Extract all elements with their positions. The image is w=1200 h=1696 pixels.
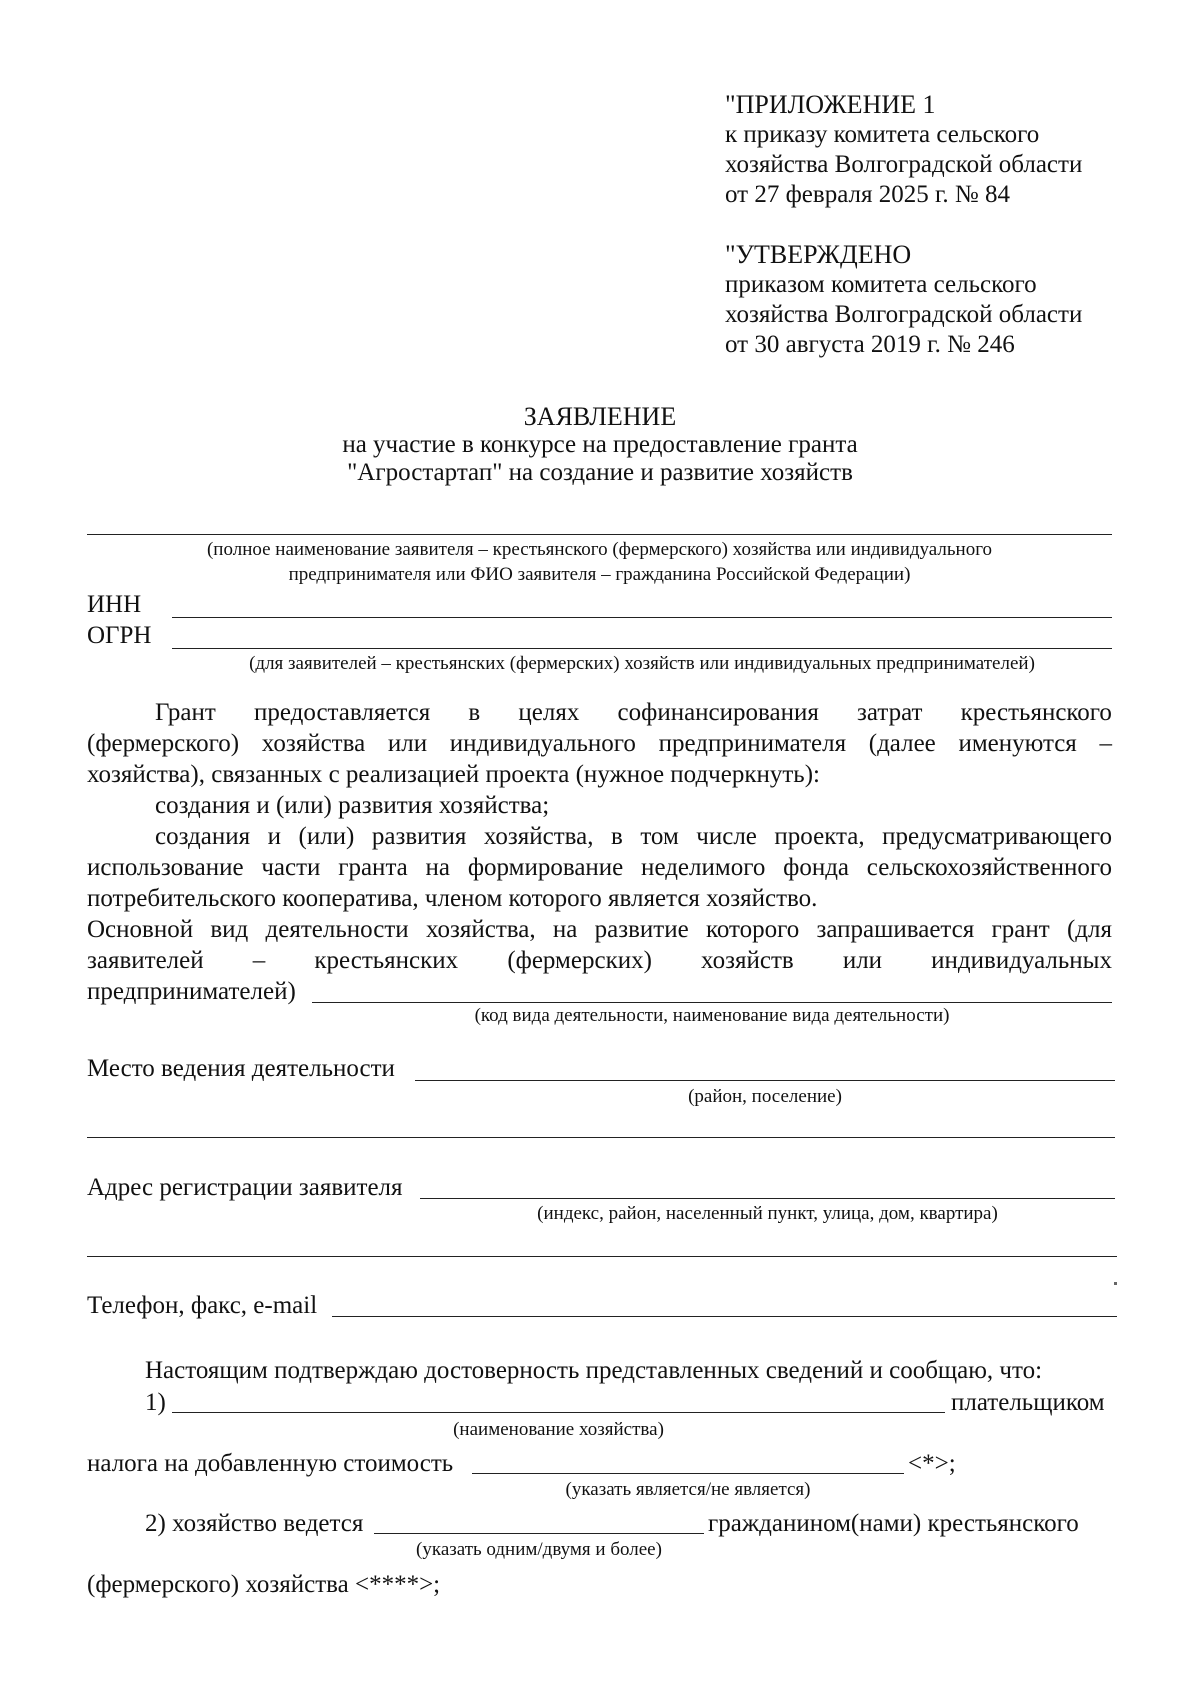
inn-field[interactable]: [172, 617, 1112, 618]
grant-word: целях: [518, 699, 580, 726]
title-sub-2: "Агростартап" на создание и развитие хозяйств: [347, 459, 853, 486]
grant-word: в: [468, 699, 481, 726]
activity-word: (фермерских): [507, 947, 652, 974]
activity-word: –: [252, 947, 266, 974]
grant-word: предоставляется: [253, 699, 431, 726]
contacts-label: Телефон, факс, e-mail: [87, 1292, 318, 1319]
activity-word: крестьянских: [314, 947, 459, 974]
item-1-tail: плательщиком: [951, 1389, 1105, 1416]
document-title: [250, 403, 950, 487]
grant-word: софинансирования: [617, 699, 819, 726]
approved-line-3: от 30 августа 2019 г. № 246: [725, 331, 1015, 358]
applicant-name-caption-1: (полное наименование заявителя – крестьянского (фермерского) хозяйства или индивидуального: [206, 539, 993, 560]
grant-word: крестьянского: [960, 699, 1112, 726]
ogrn-label: ОГРН: [87, 622, 152, 649]
appendix-title: "ПРИЛОЖЕНИЕ 1: [725, 90, 936, 119]
item-2-tail: гражданином(нами) крестьянского: [708, 1510, 1079, 1537]
grant-word: затрат: [857, 699, 923, 726]
approved-title: "УТВЕРЖДЕНО: [725, 240, 912, 269]
activity-word: заявителей: [87, 947, 204, 974]
address-field[interactable]: [420, 1198, 1115, 1199]
confirmation-intro: Настоящим подтверждаю достоверность представленных сведений и сообщаю, что:: [145, 1357, 1043, 1384]
grant-para-line-1: [155, 697, 1112, 728]
scan-mark: [1114, 1282, 1117, 1285]
place-caption: (район, поселение): [688, 1086, 842, 1107]
grant-option-1[interactable]: создания и (или) развития хозяйства;: [155, 792, 550, 819]
approved-block: [725, 240, 1145, 360]
vat-caption: (указать является/не является): [565, 1479, 811, 1500]
place-label: Место ведения деятельности: [87, 1055, 395, 1082]
activity-line-2: [87, 945, 1112, 976]
item-1-number: 1): [145, 1389, 166, 1416]
grant-option-2-line-3: потребительского кооператива, членом которого является хозяйство.: [87, 885, 818, 912]
activity-line-1: Основной вид деятельности хозяйства, на развитие которого запрашивается грант (для: [87, 916, 1112, 943]
grant-para-line-2: (фермерского) хозяйства или индивидуального предпринимателя (далее именуются –: [87, 730, 1112, 757]
activity-word: или: [842, 947, 883, 974]
activity-line-3: предпринимателей): [87, 978, 296, 1005]
vat-mark: <*>;: [908, 1450, 956, 1477]
vat-label: налога на добавленную стоимость: [87, 1450, 454, 1477]
contacts-field[interactable]: [332, 1316, 1117, 1317]
activity-caption: (код вида деятельности, наименование вида деятельности): [474, 1005, 950, 1026]
farm-members-field[interactable]: [374, 1533, 704, 1534]
approved-line-1: приказом комитета сельского: [725, 271, 1037, 298]
inn-label: ИНН: [87, 591, 142, 618]
activity-word: хозяйств: [701, 947, 794, 974]
title-sub-1: на участие в конкурсе на предоставление гранта: [342, 431, 858, 458]
address-caption: (индекс, район, населенный пункт, улица, дом, квартира): [537, 1203, 998, 1224]
grant-option-2-line-2: использование части гранта на формирование неделимого фонда сельскохозяйственного: [87, 854, 1112, 881]
item-2-line-2: (фермерского) хозяйства <****>;: [87, 1571, 441, 1598]
address-label: Адрес регистрации заявителя: [87, 1174, 403, 1201]
ids-caption: (для заявителей – крестьянских (фермерских) хозяйств или индивидуальных предпринимателей): [249, 653, 1035, 674]
activity-word: индивидуальных: [931, 947, 1112, 974]
approved-line-2: хозяйства Волгоградской области: [725, 301, 1083, 328]
address-field-line-2[interactable]: [87, 1256, 1117, 1257]
applicant-name-field[interactable]: [87, 534, 1112, 535]
appendix-line-3: от 27 февраля 2025 г. № 84: [725, 181, 1011, 208]
grant-word: Грант: [155, 699, 216, 726]
ogrn-field[interactable]: [172, 648, 1112, 649]
farm-name-caption: (наименование хозяйства): [453, 1419, 664, 1440]
farm-members-caption: (указать одним/двумя и более): [416, 1539, 662, 1560]
appendix-block: [725, 90, 1145, 210]
grant-option-2-line-1[interactable]: создания и (или) развития хозяйства, в том числе проекта, предусматривающего: [155, 823, 1112, 850]
vat-status-field[interactable]: [472, 1473, 904, 1474]
farm-name-field[interactable]: [172, 1412, 945, 1413]
grant-para-line-3: хозяйства), связанных с реализацией проекта (нужное подчеркнуть):: [87, 761, 820, 788]
activity-field[interactable]: [312, 1002, 1112, 1003]
appendix-line-1: к приказу комитета сельского: [725, 121, 1040, 148]
appendix-line-2: хозяйства Волгоградской области: [725, 151, 1083, 178]
place-field-line-2[interactable]: [87, 1137, 1115, 1138]
place-field[interactable]: [415, 1080, 1115, 1081]
title-main: ЗАЯВЛЕНИЕ: [523, 402, 677, 431]
item-2-label: 2) хозяйство ведется: [145, 1510, 364, 1537]
applicant-name-caption-2: предпринимателя или ФИО заявителя – гражданина Российской Федерации): [288, 564, 911, 585]
